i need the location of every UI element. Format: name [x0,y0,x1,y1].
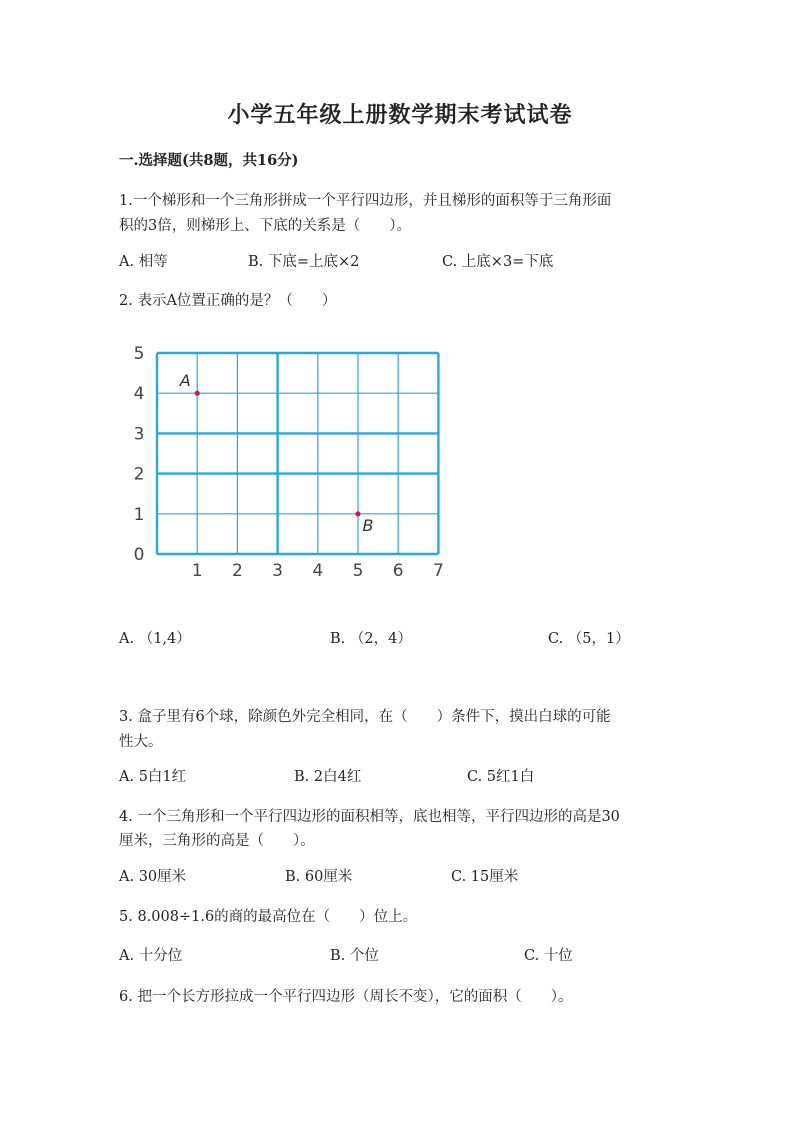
question-6-line-1: 6. 把一个长方形拉成一个平行四边形（周长不变），它的面积（ ）。 [119,989,573,1005]
question-4-option-c: C. 15厘米 [451,869,519,885]
point-a-marker [195,391,200,396]
point-b-marker [355,511,360,516]
question-4-option-b: B. 60厘米 [285,869,353,885]
x-tick-label: 2 [231,561,243,581]
x-tick-label: 5 [352,561,364,581]
page-title: 小学五年级上册数学期末考试试卷 [227,102,573,128]
question-4-option-a: A. 30厘米 [119,869,187,885]
question-3-line-2: 性大。 [119,734,163,750]
question-5-option-a: A. 十分位 [119,948,183,964]
question-1-option-a: A. 相等 [119,254,168,270]
y-tick-label: 2 [133,464,145,485]
question-5-option-b: B. 个位 [330,948,379,964]
coordinate-grid [125,340,455,585]
y-tick-label: 0 [133,545,145,565]
question-2-option-b: B. （2，4） [330,631,412,647]
question-1-line-1: 1.一个梯形和一个三角形拼成一个平行四边形，并且梯形的面积等于三角形面 [119,193,612,209]
x-tick-label: 4 [312,561,324,581]
y-tick-label: 1 [133,504,145,525]
point-b-label: B [362,515,374,535]
y-tick-label: 3 [133,424,145,445]
x-tick-label: 3 [272,561,284,581]
question-1-line-2: 积的3倍，则梯形上、下底的关系是（ ）。 [119,218,411,234]
point-a-label: A [179,371,191,391]
question-4-line-2: 厘米，三角形的高是（ ）。 [119,833,315,849]
question-3-line-1: 3. 盒子里有6个球，除颜色外完全相同，在（ ）条件下，摸出白球的可能 [119,709,611,725]
question-1-option-c: C. 上底×3=下底 [442,254,554,270]
y-tick-label: 5 [133,344,145,364]
x-tick-label: 6 [392,561,404,581]
question-3-option-b: B. 2白4红 [294,769,362,785]
question-3-option-a: A. 5白1红 [119,769,187,785]
question-2-option-a: A. （1,4） [119,631,191,647]
x-tick-label: 1 [191,561,203,581]
question-4-line-1: 4. 一个三角形和一个平行四边形的面积相等，底也相等，平行四边形的高是30 [119,809,620,825]
question-5-option-c: C. 十位 [524,948,573,964]
section-heading: 一.选择题(共8题，共16分) [119,152,299,169]
question-5-line-1: 5. 8.008÷1.6的商的最高位在（ ）位上。 [119,909,418,925]
x-tick-label: 7 [432,561,444,581]
question-2-line-1: 2. 表示A位置正确的是？（ ） [119,293,337,309]
question-2-option-c: C. （5，1） [548,631,630,647]
question-1-option-b: B. 下底=上底×2 [248,254,360,270]
question-3-option-c: C. 5红1白 [467,769,535,785]
y-tick-label: 4 [133,384,145,405]
